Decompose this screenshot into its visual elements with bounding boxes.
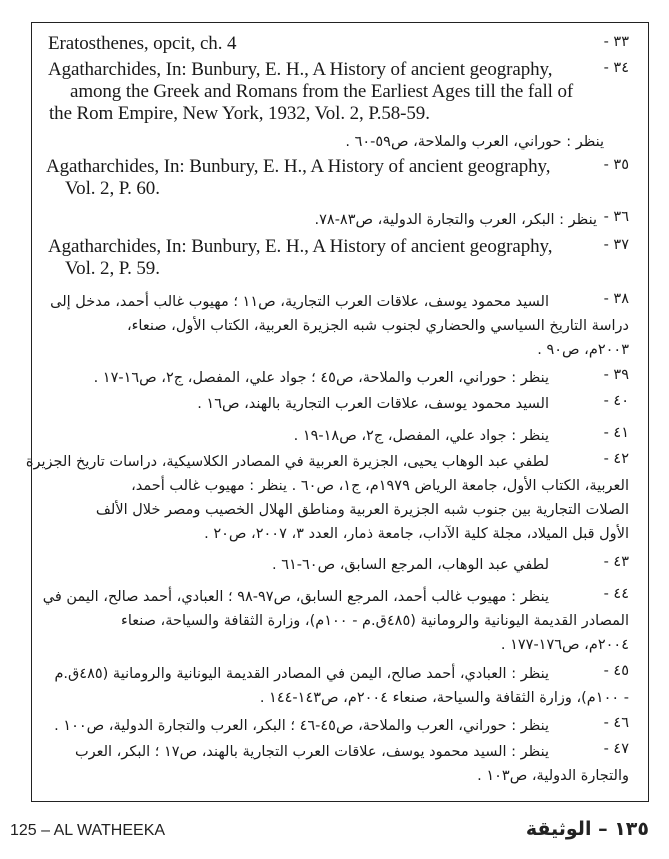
footnote-line: Vol. 2, P. 60. (65, 178, 160, 199)
footnote-line: Vol. 2, P. 59. (65, 258, 160, 279)
footnote-number: ٤١ - (603, 425, 629, 441)
footnote-line: Agatharchides, In: Bunbury, E. H., A History of ancient geography, (46, 156, 551, 177)
footnote-line: ينظر : السيد محمود يوسف، علاقات العرب التجارية بالهند، ص١٧ ؛ البكر، العرب (74, 744, 549, 760)
footnote-line: - ١٠٠م)، وزارة الثقافة والسياحة، صنعاء ٢٠٠٤م، ص١٤٣-١٤٤ . (259, 690, 629, 706)
footnote-number: ٣٩ - (603, 367, 629, 383)
footnote-line: ينظر : العبادي، أحمد صالح، اليمن في المصادر القديمة اليونانية والرومانية (٤٨٥ق.م (54, 666, 549, 682)
footnote-number: ٤٢ - (603, 451, 629, 467)
footnote-line: لطفي عبد الوهاب، المرجع السابق، ص٦٠-٦١ . (271, 557, 549, 573)
footnote-line: ينظر : حوراني، العرب والملاحة، ص٥٩-٦٠ . (345, 134, 604, 150)
footnote-line: the Rom Empire, New York, 1932, Vol. 2, P.58-59. (49, 103, 430, 124)
footnote-line: ينظر : حوراني، العرب والملاحة، ص٤٥-٤٦ ؛ البكر، العرب والتجارة الدولية، ص١٠٠ . (54, 718, 549, 734)
footnote-number: ٣٦ - (603, 209, 629, 225)
footnote-line: السيد محمود يوسف، علاقات العرب التجارية بالهند، ص١٦ . (197, 396, 549, 412)
footnote-line: الصلات التجارية بين جنوب شبه الجزيرة العربية ومناطق الهلال الخصيب ومصر خلال الألف (95, 502, 629, 518)
footnote-line: السيد محمود يوسف، علاقات العرب التجارية، ص١١ ؛ مهيوب غالب أحمد، مدخل إلى (50, 294, 549, 310)
footnote-line: ينظر : مهيوب غالب أحمد، المرجع السابق، ص٩٧-٩٨ ؛ العبادي، أحمد صالح، اليمن في (42, 589, 549, 605)
footnote-line: Agatharchides, In: Bunbury, E. H., A History of ancient geography, (48, 236, 553, 257)
footnote-number: ٤٣ - (603, 554, 629, 570)
footnote-line: المصادر القديمة اليونانية والرومانية (٤٨٥ق.م - ١٠٠م)، وزارة الثقافة والسياحة، صنعاء (121, 613, 629, 629)
footnote-number: ٣٨ - (603, 291, 629, 307)
footnote-number: ٤٤ - (603, 586, 629, 602)
footnote-number: ٤٠ - (603, 393, 629, 409)
footnote-number: ٤٥ - (603, 663, 629, 679)
footnote-line: among the Greek and Romans from the Earliest Ages till the fall of (70, 81, 574, 102)
footnote-number: ٤٧ - (603, 741, 629, 757)
footnote-line: دراسة التاريخ السياسي والحضاري لجنوب شبه الجزيرة العربية، الكتاب الأول، صنعاء، (126, 318, 629, 334)
footnote-line: العربية، الكتاب الأول، جامعة الرياض ١٩٧٩م، ج١، ص٦٠ . ينظر : مهيوب غالب أحمد، (131, 478, 629, 494)
footnote-line: Eratosthenes, opcit, ch. 4 (48, 33, 237, 54)
footer-page-label-ar: ١٣٥ – الوثيقة (525, 818, 649, 840)
footnote-number: ٣٤ - (603, 60, 629, 76)
footnote-line: ينظر : جواد علي، المفصل، ج٢، ص١٨-١٩ . (293, 428, 549, 444)
footnote-line: Agatharchides, In: Bunbury, E. H., A History of ancient geography, (48, 59, 553, 80)
footnote-line: الأول قبل الميلاد، مجلة كلية الآداب، جامعة ذمار، العدد ٣، ٢٠٠٧، ص٢٠ . (204, 526, 629, 542)
footnote-number: ٤٦ - (603, 715, 629, 731)
footnote-line: ينظر : حوراني، العرب والملاحة، ص٤٥ ؛ جواد علي، المفصل، ج٢، ص١٦-١٧ . (93, 370, 549, 386)
footnote-number: ٣٧ - (603, 237, 629, 253)
footnote-number: ٣٣ - (603, 34, 629, 50)
footer-page-label-en: 125 – AL WATHEEKA (10, 822, 166, 839)
footnote-line: ٢٠٠٤م، ص١٧٦-١٧٧ . (500, 637, 629, 653)
footnote-line: والتجارة الدولية، ص١٠٣ . (477, 768, 629, 784)
footnote-line: ينظر : البكر، العرب والتجارة الدولية، ص٨٣-٧٨. (314, 212, 597, 228)
footnote-line: ٢٠٠٣م، ص٩٠ . (537, 342, 629, 358)
footnote-number: ٣٥ - (603, 157, 629, 173)
footnote-line: لطفي عبد الوهاب يحيى، الجزيرة العربية في المصادر الكلاسيكية، دراسات تاريخ الجزيرة (25, 454, 549, 470)
